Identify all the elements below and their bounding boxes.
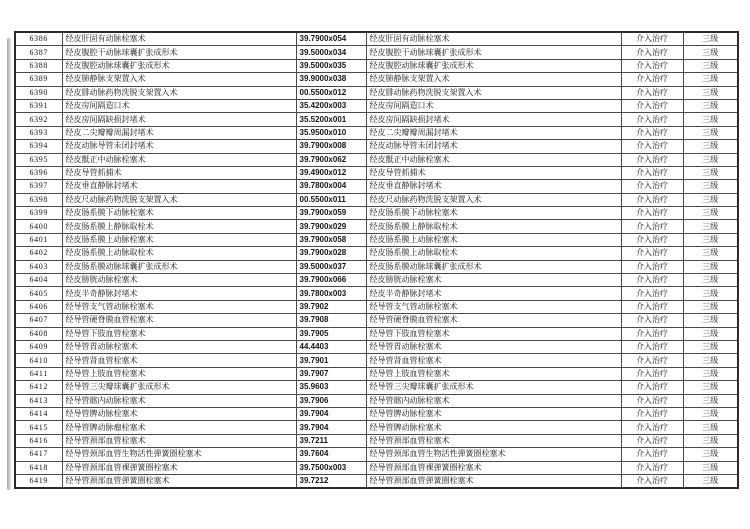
level-cell: 三级 [683,287,738,300]
procedure-name-cell: 经导管颈部血管栓塞术 [62,434,296,447]
category-cell: 介入治疗 [621,233,683,246]
category-cell: 介入治疗 [621,59,683,72]
row-index-cell: 6390 [15,86,62,99]
procedure-code-cell: 39.7907 [296,367,366,380]
level-cell: 三级 [683,327,738,340]
procedure-name-repeat-cell: 经皮腹腔动脉球囊扩张成形术 [366,59,621,72]
procedure-name-repeat-cell: 经皮骶正中动脉栓塞术 [366,153,621,166]
row-index-cell: 6413 [15,394,62,407]
level-cell: 三级 [683,407,738,420]
category-cell: 介入治疗 [621,421,683,434]
category-cell: 介入治疗 [621,367,683,380]
procedure-name-repeat-cell: 经皮尺动脉药物洗脱支架置入术 [366,193,621,206]
level-cell: 三级 [683,233,738,246]
procedure-name-repeat-cell: 经导管脾动脉栓塞术 [366,407,621,420]
level-cell: 三级 [683,153,738,166]
category-cell: 介入治疗 [621,207,683,220]
procedure-name-cell: 经皮尺动脉药物洗脱支架置入术 [62,193,296,206]
category-cell: 介入治疗 [621,461,683,474]
procedure-name-repeat-cell: 经导管颈部血管栓塞术 [366,434,621,447]
procedure-code-cell: 39.7904 [296,407,366,420]
row-index-cell: 6418 [15,461,62,474]
level-cell: 三级 [683,86,738,99]
row-index-cell: 6415 [15,421,62,434]
procedure-code-cell: 39.7904 [296,421,366,434]
procedure-name-repeat-cell: 经皮垂直静脉封堵术 [366,180,621,193]
table-row [15,381,738,394]
procedure-name-repeat-cell: 经导管支气管动脉栓塞术 [366,300,621,313]
table-row [15,260,738,273]
level-cell: 三级 [683,274,738,287]
level-cell: 三级 [683,461,738,474]
level-cell: 三级 [683,260,738,273]
level-cell: 三级 [683,247,738,260]
table-row [15,340,738,353]
category-cell: 介入治疗 [621,448,683,461]
page-edge-shadow [7,38,11,490]
category-cell: 介入治疗 [621,394,683,407]
row-index-cell: 6414 [15,407,62,420]
procedure-code-cell: 39.7901 [296,354,366,367]
table-row [15,354,738,367]
procedure-name-cell: 经皮肺静脉支架置入术 [62,73,296,86]
category-cell: 介入治疗 [621,381,683,394]
procedure-name-cell: 经皮腹腔干动脉球囊扩张成形术 [62,46,296,59]
category-cell: 介入治疗 [621,32,683,46]
category-cell: 介入治疗 [621,140,683,153]
category-cell: 介入治疗 [621,340,683,353]
procedure-name-cell: 经导管三尖瓣球囊扩张成形术 [62,381,296,394]
level-cell: 三级 [683,434,738,447]
procedure-code-cell: 39.7900x029 [296,220,366,233]
row-index-cell: 6397 [15,180,62,193]
table-row [15,153,738,166]
procedure-code-cell: 39.7902 [296,300,366,313]
category-cell: 介入治疗 [621,180,683,193]
table-row [15,407,738,420]
category-cell: 介入治疗 [621,300,683,313]
row-index-cell: 6395 [15,153,62,166]
row-index-cell: 6416 [15,434,62,447]
row-index-cell: 6392 [15,113,62,126]
procedure-code-cell: 39.7900x059 [296,207,366,220]
procedure-code-cell: 39.7604 [296,448,366,461]
table-row [15,274,738,287]
procedure-name-cell: 经皮动脉导管未闭封堵术 [62,140,296,153]
procedure-code-cell: 35.5200x001 [296,113,366,126]
procedure-code-cell: 39.7908 [296,314,366,327]
table-row [15,59,738,72]
level-cell: 三级 [683,354,738,367]
procedure-name-repeat-cell: 经皮肠系膜下动脉栓塞术 [366,207,621,220]
category-cell: 介入治疗 [621,354,683,367]
level-cell: 三级 [683,394,738,407]
procedure-name-cell: 经导管支气管动脉栓塞术 [62,300,296,313]
procedure-name-cell: 经导管硬脊膜血管栓塞术 [62,314,296,327]
category-cell: 介入治疗 [621,126,683,139]
procedure-code-cell: 39.7900x066 [296,274,366,287]
procedure-name-cell: 经皮膀胱动脉栓塞术 [62,274,296,287]
procedure-code-cell: 39.7900x008 [296,140,366,153]
category-cell: 介入治疗 [621,287,683,300]
row-index-cell: 6396 [15,166,62,179]
row-index-cell: 6409 [15,340,62,353]
table-row [15,73,738,86]
procedure-name-repeat-cell: 经导管颈部血管裸弹簧圈栓塞术 [366,461,621,474]
table-row [15,32,738,46]
row-index-cell: 6404 [15,274,62,287]
procedure-name-cell: 经皮肠系膜上动脉栓塞术 [62,233,296,246]
row-index-cell: 6401 [15,233,62,246]
level-cell: 三级 [683,340,738,353]
category-cell: 介入治疗 [621,314,683,327]
table-row [15,421,738,434]
procedure-name-repeat-cell: 经皮肠系膜动脉球囊扩张成形术 [366,260,621,273]
procedure-code-cell: 35.9500x010 [296,126,366,139]
procedure-name-repeat-cell: 经导管硬脊膜血管栓塞术 [366,314,621,327]
level-cell: 三级 [683,46,738,59]
procedure-name-cell: 经皮导管抓捕术 [62,166,296,179]
row-index-cell: 6387 [15,46,62,59]
procedure-name-cell: 经皮肠系膜上静脉取栓术 [62,220,296,233]
category-cell: 介入治疗 [621,260,683,273]
procedure-name-cell: 经皮垂直静脉封堵术 [62,180,296,193]
row-index-cell: 6412 [15,381,62,394]
procedure-name-repeat-cell: 经导管三尖瓣球囊扩张成形术 [366,381,621,394]
category-cell: 介入治疗 [621,113,683,126]
level-cell: 三级 [683,32,738,46]
category-cell: 介入治疗 [621,99,683,112]
category-cell: 介入治疗 [621,474,683,488]
level-cell: 三级 [683,314,738,327]
table-row [15,180,738,193]
procedure-name-cell: 经导管脾动脉瘤栓塞术 [62,421,296,434]
table-row [15,434,738,447]
procedure-code-cell: 39.7906 [296,394,366,407]
procedure-name-cell: 经皮腓动脉药物洗脱支架置入术 [62,86,296,99]
table-row [15,140,738,153]
procedure-name-cell: 经导管颈部血管生物活性弹簧圈栓塞术 [62,448,296,461]
level-cell: 三级 [683,421,738,434]
table-row [15,300,738,313]
procedure-name-repeat-cell: 经皮膀胱动脉栓塞术 [366,274,621,287]
procedure-name-repeat-cell: 经导管胃动脉栓塞术 [366,340,621,353]
row-index-cell: 6407 [15,314,62,327]
table-row [15,126,738,139]
procedure-name-repeat-cell: 经导管脾动脉栓塞术 [366,421,621,434]
procedure-name-cell: 经皮房间隔造口术 [62,99,296,112]
row-index-cell: 6417 [15,448,62,461]
table-row [15,474,738,488]
table-row [15,461,738,474]
table-row [15,193,738,206]
procedure-name-cell: 经导管胃动脉栓塞术 [62,340,296,353]
procedure-table [14,31,739,489]
row-index-cell: 6406 [15,300,62,313]
procedure-name-repeat-cell: 经皮导管抓捕术 [366,166,621,179]
table-row [15,99,738,112]
procedure-name-cell: 经皮半奇静脉封堵术 [62,287,296,300]
level-cell: 三级 [683,126,738,139]
level-cell: 三级 [683,99,738,112]
procedure-code-cell: 00.5500x012 [296,86,366,99]
table-row [15,113,738,126]
procedure-code-cell: 39.7800x004 [296,180,366,193]
table-row [15,314,738,327]
table-row [15,46,738,59]
row-index-cell: 6400 [15,220,62,233]
procedure-code-cell: 44.4403 [296,340,366,353]
procedure-table-body [15,32,738,488]
procedure-name-repeat-cell: 经皮肺静脉支架置入术 [366,73,621,86]
level-cell: 三级 [683,73,738,86]
level-cell: 三级 [683,300,738,313]
table-row [15,327,738,340]
category-cell: 介入治疗 [621,327,683,340]
procedure-name-repeat-cell: 经导管下肢血管栓塞术 [366,327,621,340]
procedure-name-cell: 经皮腹腔动脉球囊扩张成形术 [62,59,296,72]
category-cell: 介入治疗 [621,46,683,59]
row-index-cell: 6399 [15,207,62,220]
table-row [15,207,738,220]
procedure-name-cell: 经导管颈部血管裸弹簧圈栓塞术 [62,461,296,474]
procedure-code-cell: 39.7500x003 [296,461,366,474]
procedure-name-repeat-cell: 经导管上肢血管栓塞术 [366,367,621,380]
procedure-name-cell: 经皮肠系膜下动脉栓塞术 [62,207,296,220]
row-index-cell: 6386 [15,32,62,46]
procedure-code-cell: 39.7900x058 [296,233,366,246]
procedure-name-repeat-cell: 经皮腓动脉药物洗脱支架置入术 [366,86,621,99]
procedure-name-cell: 经皮肠系膜上动脉取栓术 [62,247,296,260]
category-cell: 介入治疗 [621,86,683,99]
procedure-code-cell: 39.4900x012 [296,166,366,179]
level-cell: 三级 [683,448,738,461]
procedure-name-repeat-cell: 经皮动脉导管未闭封堵术 [366,140,621,153]
procedure-code-cell: 35.4200x003 [296,99,366,112]
procedure-name-repeat-cell: 经皮肠系膜上动脉栓塞术 [366,233,621,246]
row-index-cell: 6403 [15,260,62,273]
procedure-name-cell: 经导管髂内动脉栓塞术 [62,394,296,407]
procedure-name-repeat-cell: 经导管髂内动脉栓塞术 [366,394,621,407]
procedure-name-cell: 经导管上肢血管栓塞术 [62,367,296,380]
procedure-name-repeat-cell: 经皮房间隔造口术 [366,99,621,112]
procedure-name-cell: 经皮二尖瓣瓣周漏封堵术 [62,126,296,139]
procedure-name-repeat-cell: 经皮房间隔缺损封堵术 [366,113,621,126]
procedure-code-cell: 00.5500x011 [296,193,366,206]
procedure-code-cell: 39.7900x062 [296,153,366,166]
row-index-cell: 6398 [15,193,62,206]
procedure-name-repeat-cell: 经皮肝固有动脉栓塞术 [366,32,621,46]
category-cell: 介入治疗 [621,247,683,260]
procedure-code-cell: 39.7800x003 [296,287,366,300]
procedure-name-cell: 经导管脾动脉栓塞术 [62,407,296,420]
procedure-code-cell: 39.5000x035 [296,59,366,72]
procedure-code-cell: 35.9603 [296,381,366,394]
procedure-name-cell: 经皮肠系膜动脉球囊扩张成形术 [62,260,296,273]
table-row [15,394,738,407]
table-row [15,220,738,233]
table-row [15,448,738,461]
procedure-name-cell: 经导管下肢血管栓塞术 [62,327,296,340]
category-cell: 介入治疗 [621,153,683,166]
procedure-name-cell: 经皮肝固有动脉栓塞术 [62,32,296,46]
procedure-code-cell: 39.7212 [296,474,366,488]
row-index-cell: 6411 [15,367,62,380]
procedure-name-repeat-cell: 经皮腹腔干动脉球囊扩张成形术 [366,46,621,59]
procedure-name-repeat-cell: 经皮半奇静脉封堵术 [366,287,621,300]
level-cell: 三级 [683,474,738,488]
level-cell: 三级 [683,207,738,220]
row-index-cell: 6389 [15,73,62,86]
procedure-code-cell: 39.5000x037 [296,260,366,273]
row-index-cell: 6393 [15,126,62,139]
category-cell: 介入治疗 [621,274,683,287]
row-index-cell: 6408 [15,327,62,340]
category-cell: 介入治疗 [621,193,683,206]
table-row [15,287,738,300]
level-cell: 三级 [683,140,738,153]
procedure-code-cell: 39.7211 [296,434,366,447]
level-cell: 三级 [683,166,738,179]
category-cell: 介入治疗 [621,407,683,420]
row-index-cell: 6391 [15,99,62,112]
procedure-code-cell: 39.9000x038 [296,73,366,86]
procedure-code-cell: 39.7900x028 [296,247,366,260]
procedure-name-repeat-cell: 经皮肠系膜上静脉取栓术 [366,220,621,233]
table-row [15,367,738,380]
procedure-name-cell: 经导管肾血管栓塞术 [62,354,296,367]
procedure-name-repeat-cell: 经皮肠系膜上动脉取栓术 [366,247,621,260]
table-row [15,86,738,99]
row-index-cell: 6410 [15,354,62,367]
level-cell: 三级 [683,113,738,126]
category-cell: 介入治疗 [621,73,683,86]
level-cell: 三级 [683,220,738,233]
procedure-name-cell: 经皮骶正中动脉栓塞术 [62,153,296,166]
category-cell: 介入治疗 [621,220,683,233]
procedure-name-cell: 经导管颈部血管弹簧圈栓塞术 [62,474,296,488]
row-index-cell: 6388 [15,59,62,72]
level-cell: 三级 [683,180,738,193]
category-cell: 介入治疗 [621,166,683,179]
table-row [15,247,738,260]
procedure-code-cell: 39.7905 [296,327,366,340]
procedure-name-repeat-cell: 经皮二尖瓣瓣周漏封堵术 [366,126,621,139]
row-index-cell: 6394 [15,140,62,153]
table-row [15,166,738,179]
level-cell: 三级 [683,381,738,394]
procedure-name-repeat-cell: 经导管颈部血管生物活性弹簧圈栓塞术 [366,448,621,461]
level-cell: 三级 [683,367,738,380]
procedure-code-cell: 39.7900x054 [296,32,366,46]
row-index-cell: 6419 [15,474,62,488]
table-row [15,233,738,246]
procedure-name-cell: 经皮房间隔缺损封堵术 [62,113,296,126]
category-cell: 介入治疗 [621,434,683,447]
row-index-cell: 6405 [15,287,62,300]
procedure-name-repeat-cell: 经导管肾血管栓塞术 [366,354,621,367]
procedure-code-cell: 39.5000x034 [296,46,366,59]
level-cell: 三级 [683,59,738,72]
level-cell: 三级 [683,193,738,206]
procedure-name-repeat-cell: 经导管颈部血管弹簧圈栓塞术 [366,474,621,488]
row-index-cell: 6402 [15,247,62,260]
